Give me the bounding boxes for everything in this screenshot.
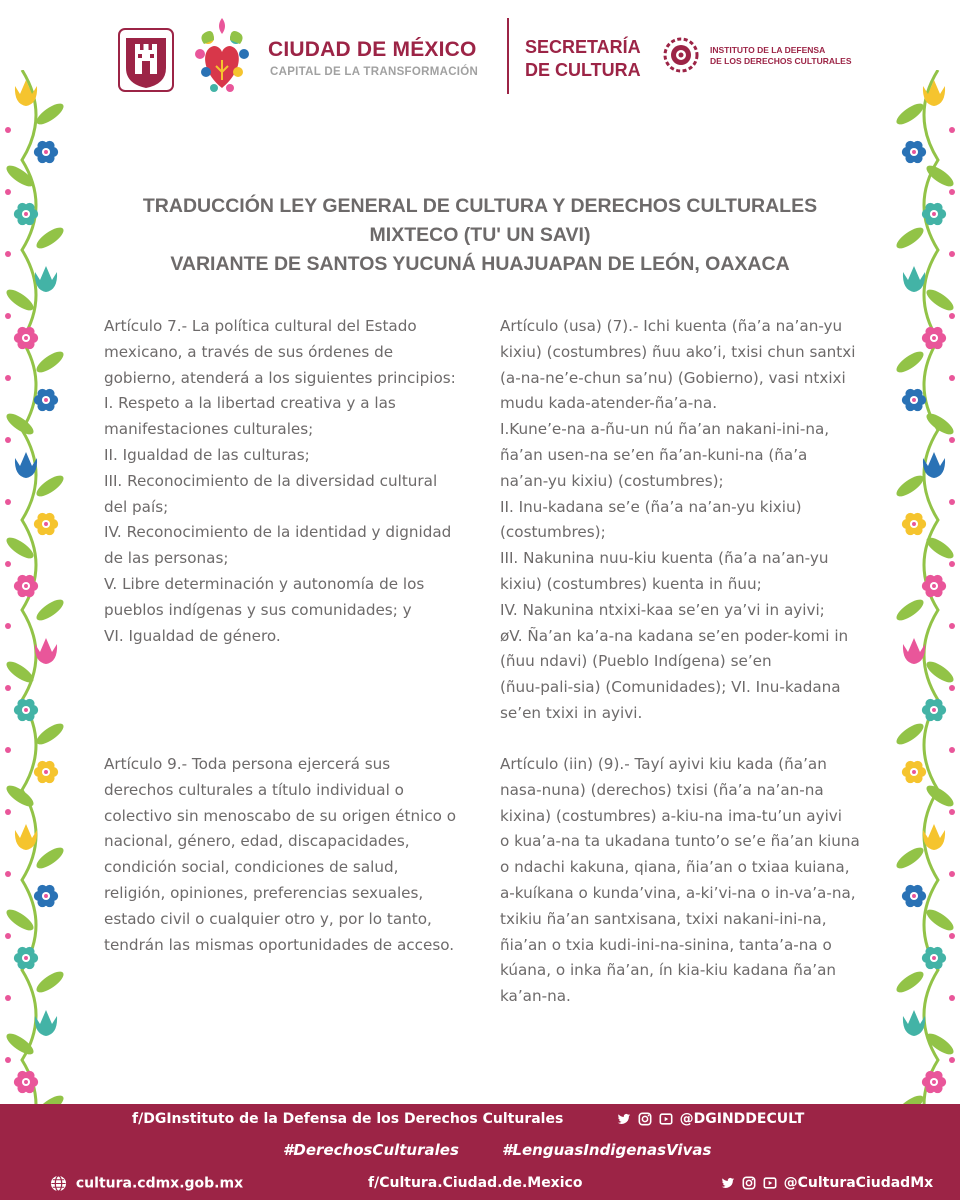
leaf-icon xyxy=(893,348,926,376)
header-divider xyxy=(507,18,509,94)
footer-website-label: cultura.cdmx.gob.mx xyxy=(75,1175,244,1192)
text-line: condición social, condiciones de salud, xyxy=(104,858,399,877)
flower-icon xyxy=(902,141,926,163)
flower-icon xyxy=(922,947,946,969)
dot-icon xyxy=(949,127,955,133)
leaf-icon xyxy=(33,844,66,872)
flower-icon xyxy=(902,885,926,907)
leaf-icon xyxy=(3,782,36,810)
tulip-icon xyxy=(903,638,925,664)
text-line: estado civil o cualquier otro y, por lo tanto, xyxy=(104,909,432,928)
text-line: de las personas; xyxy=(104,549,229,568)
footer-social-institute[interactable] xyxy=(617,1111,804,1127)
text-line: ka’an-na. xyxy=(500,987,571,1006)
text-line: I. Respeto a la libertad creativa y a las xyxy=(104,394,396,413)
leaf-icon xyxy=(33,472,66,500)
title-line2: MIXTECO (TU' UN SAVI) xyxy=(369,224,591,246)
leaf-icon xyxy=(893,100,926,128)
flower-icon xyxy=(902,389,926,411)
floral-border-right xyxy=(880,70,960,1105)
dot-icon xyxy=(5,561,11,567)
cdmx-title: CIUDAD DE MÉXICO xyxy=(268,38,477,61)
text-line: Artículo 9.- Toda persona ejercerá sus xyxy=(104,755,391,773)
dot-icon xyxy=(949,561,955,567)
dot-icon xyxy=(5,995,11,1001)
article-7-spanish xyxy=(104,314,484,649)
instituto-line1: INSTITUTO DE LA DEFENSA xyxy=(710,45,826,55)
text-line: IV. Reconocimiento de la identidad y dignidad xyxy=(104,523,452,542)
text-line: Artículo (iin) (9).- Tayí ayivi kiu kada (ña’an xyxy=(500,755,827,773)
leaf-icon xyxy=(923,410,956,438)
footer-facebook-institute-label: /DGInstituto de la Defensa de los Derechos Culturales xyxy=(138,1111,564,1127)
leaf-icon xyxy=(923,286,956,314)
leaf-icon xyxy=(893,224,926,252)
tulip-icon xyxy=(35,1010,57,1036)
dot-icon xyxy=(949,313,955,319)
leaf-icon xyxy=(33,720,66,748)
dot-icon xyxy=(949,685,955,691)
text-line: pueblos indígenas y sus comunidades; y xyxy=(104,600,412,619)
tulip-icon xyxy=(35,638,57,664)
leaf-icon xyxy=(33,348,66,376)
cdmx-subtitle: CAPITAL DE LA TRANSFORMACIÓN xyxy=(270,66,479,78)
dot-icon xyxy=(5,437,11,443)
header xyxy=(0,0,960,120)
flower-icon xyxy=(34,141,58,163)
text-line: V. Libre determinación y autonomía de los xyxy=(104,574,425,593)
tulip-icon xyxy=(903,266,925,292)
flower-icon xyxy=(902,513,926,535)
dot-icon xyxy=(5,251,11,257)
flower-icon xyxy=(922,327,946,349)
dot-icon xyxy=(5,499,11,505)
cdmx-shield-logo xyxy=(118,28,174,92)
article-7-mixteco xyxy=(500,314,870,727)
text-line: txikiu ña’an santxisana, txixi nakani-ini-na, xyxy=(500,909,827,928)
floral-border-left xyxy=(0,70,80,1105)
text-line: derechos culturales a título individual o xyxy=(104,780,404,799)
article-9-mixteco xyxy=(500,752,870,1010)
leaf-icon xyxy=(923,534,956,562)
title-line3: VARIANTE DE SANTOS YUCUNÁ HUAJUAPAN DE LEÓN, OAXACA xyxy=(170,253,790,275)
leaf-icon xyxy=(893,472,926,500)
dot-icon xyxy=(5,189,11,195)
footer-facebook-institute[interactable] xyxy=(132,1111,563,1127)
twitter-icon xyxy=(721,1176,735,1190)
text-line: III. Nakunina nuu-kiu kuenta (ña’a na’an-yu xyxy=(500,549,829,568)
text-line: o ndachi kakuna, qiana, ñia’an o txiaa kuiana, xyxy=(500,858,850,877)
flower-icon xyxy=(14,327,38,349)
text-line: Artículo (usa) (7).- Ichi kuenta (ña’a na’an-yu xyxy=(500,317,843,335)
dot-icon xyxy=(949,437,955,443)
text-line: religión, opiniones, preferencias sexuales, xyxy=(104,883,424,902)
leaf-icon xyxy=(893,596,926,624)
dot-icon xyxy=(949,995,955,1001)
instituto-logo xyxy=(663,37,699,73)
document-title xyxy=(100,192,860,279)
dot-icon xyxy=(949,375,955,381)
text-line: II. Inu-kadana se’e (ña’a na’an-yu kixiu) xyxy=(500,497,802,516)
leaf-icon xyxy=(33,100,66,128)
instituto-line2: DE LOS DERECHOS CULTURALES xyxy=(710,56,852,66)
text-line: o kua’a-na ta ukadana tunto’o se’e ña’an kiuna xyxy=(500,832,860,851)
footer-facebook-cultura-label: /Cultura.Ciudad.de.Mexico xyxy=(374,1175,583,1191)
flower-icon xyxy=(922,699,946,721)
text-line: (ñuu ndavi) (Pueblo Indígena) se’en xyxy=(500,652,772,671)
flower-icon xyxy=(34,885,58,907)
secretaria-line1: SECRETARÍA xyxy=(525,37,641,57)
dot-icon xyxy=(949,1057,955,1063)
youtube-icon xyxy=(763,1176,777,1190)
text-line: mexicano, a través de sus órdenes de xyxy=(104,342,394,361)
dot-icon xyxy=(949,623,955,629)
text-line: Artículo 7.- La política cultural del Estado xyxy=(104,317,417,335)
youtube-icon xyxy=(659,1112,673,1126)
dot-icon xyxy=(949,809,955,815)
tulip-icon xyxy=(903,1010,925,1036)
text-line: del país; xyxy=(104,497,169,516)
text-line: (a-na-ne’e-chun sa’nu) (Gobierno), vasi ntxixi xyxy=(500,368,846,387)
hashtag-derechos[interactable]: #DerechosCulturales xyxy=(283,1141,459,1159)
text-line: (costumbres); xyxy=(500,523,606,542)
text-line: se’en txixi in ayivi. xyxy=(500,703,643,722)
leaf-icon xyxy=(3,906,36,934)
text-line: mudu kada-atender-ña’a-na. xyxy=(500,394,718,413)
text-line: tendrán las mismas oportunidades de acceso. xyxy=(104,935,455,954)
heart-flower-logo xyxy=(190,14,254,98)
dot-icon xyxy=(5,871,11,877)
leaf-icon xyxy=(33,224,66,252)
text-line: kúana, o inka ña’an, ín kia-kiu kadana ña’an xyxy=(500,961,837,980)
text-line: nacional, género, edad, discapacidades, xyxy=(104,832,410,851)
dot-icon xyxy=(5,127,11,133)
dot-icon xyxy=(949,933,955,939)
dot-icon xyxy=(5,375,11,381)
text-line: manifestaciones culturales; xyxy=(104,420,314,439)
footer-twitter-cultura-label: @CulturaCiudadMx xyxy=(783,1175,934,1191)
leaf-icon xyxy=(33,968,66,996)
dot-icon xyxy=(5,933,11,939)
dot-icon xyxy=(5,747,11,753)
leaf-icon xyxy=(893,844,926,872)
leaf-icon xyxy=(893,968,926,996)
footer-website[interactable] xyxy=(50,1175,243,1192)
footer-facebook-cultura[interactable] xyxy=(368,1175,582,1191)
dot-icon xyxy=(949,747,955,753)
article-9-spanish xyxy=(104,752,484,958)
text-line: nasa-nuna) (derechos) txisi (ña’a na’an-na xyxy=(500,780,824,799)
instagram-icon xyxy=(638,1112,652,1126)
instituto-name xyxy=(710,45,852,67)
dot-icon xyxy=(5,685,11,691)
text-line: kixiu) (costumbres) kuenta in ñuu; xyxy=(500,574,762,593)
dot-icon xyxy=(949,251,955,257)
secretaria-cultura xyxy=(525,36,641,82)
text-line: IV. Nakunina ntxixi-kaa se’en ya’vi in ayivi; xyxy=(500,600,825,619)
dot-icon xyxy=(949,499,955,505)
text-line: (ñuu-pali-sia) (Comunidades); VI. Inu-kadana xyxy=(500,678,841,697)
facebook-icon: f xyxy=(132,1111,139,1127)
facebook-icon: f xyxy=(368,1175,375,1191)
text-line: na’an-yu kixiu) (costumbres); xyxy=(500,471,724,490)
text-line: kixina) (costumbres) a-kiu-na ima-tu’un ayivi xyxy=(500,806,843,825)
globe-icon xyxy=(50,1175,67,1192)
flower-icon xyxy=(34,761,58,783)
leaf-icon xyxy=(33,596,66,624)
dot-icon xyxy=(5,809,11,815)
text-line: ña’an usen-na se’en ña’an-kuni-na (ña’a xyxy=(500,445,808,464)
text-line: a-kuíkana o kunda’vina, a-ki’vi-na o in-va’a-na, xyxy=(500,883,856,902)
flower-icon xyxy=(14,947,38,969)
flower-icon xyxy=(34,513,58,535)
flower-icon xyxy=(902,761,926,783)
leaf-icon xyxy=(923,906,956,934)
flower-icon xyxy=(34,389,58,411)
flower-icon xyxy=(14,699,38,721)
text-line: colectivo sin menoscabo de su origen étnico o xyxy=(104,806,457,825)
tulip-icon xyxy=(35,266,57,292)
text-line: ñia’an o txia kudi-ini-na-sinina, tanta’a-na o xyxy=(500,935,832,954)
title-line1: TRADUCCIÓN LEY GENERAL DE CULTURA Y DERECHOS CULTURALES xyxy=(142,195,818,217)
dot-icon xyxy=(949,189,955,195)
twitter-icon xyxy=(617,1112,631,1126)
text-line: gobierno, atenderá a los siguientes principios: xyxy=(104,368,456,387)
dot-icon xyxy=(5,1057,11,1063)
text-line: III. Reconocimiento de la diversidad cultural xyxy=(104,471,438,490)
text-line: II. Igualdad de las culturas; xyxy=(104,445,310,464)
footer xyxy=(0,1104,960,1200)
dot-icon xyxy=(5,313,11,319)
secretaria-line2: DE CULTURA xyxy=(525,60,641,80)
leaf-icon xyxy=(3,658,36,686)
text-line: VI. Igualdad de género. xyxy=(104,626,281,645)
dot-icon xyxy=(949,871,955,877)
text-line: øV. Ña’an ka’a-na kadana se’en poder-komi in xyxy=(500,626,849,645)
leaf-icon xyxy=(893,720,926,748)
text-line: kixiu) (costumbres) ñuu ako’i, txisi chun santxi xyxy=(500,342,856,361)
footer-twitter-institute-label: @DGINDDECULT xyxy=(679,1111,805,1127)
footer-social-cultura[interactable] xyxy=(721,1175,933,1191)
text-line: I.Kune’e-na a-ñu-un nú ña’an nakani-ini-na, xyxy=(500,420,830,439)
instagram-icon xyxy=(742,1176,756,1190)
hashtag-lenguas[interactable]: #LenguasIndigenasVivas xyxy=(502,1141,712,1159)
leaf-icon xyxy=(3,286,36,314)
dot-icon xyxy=(5,623,11,629)
